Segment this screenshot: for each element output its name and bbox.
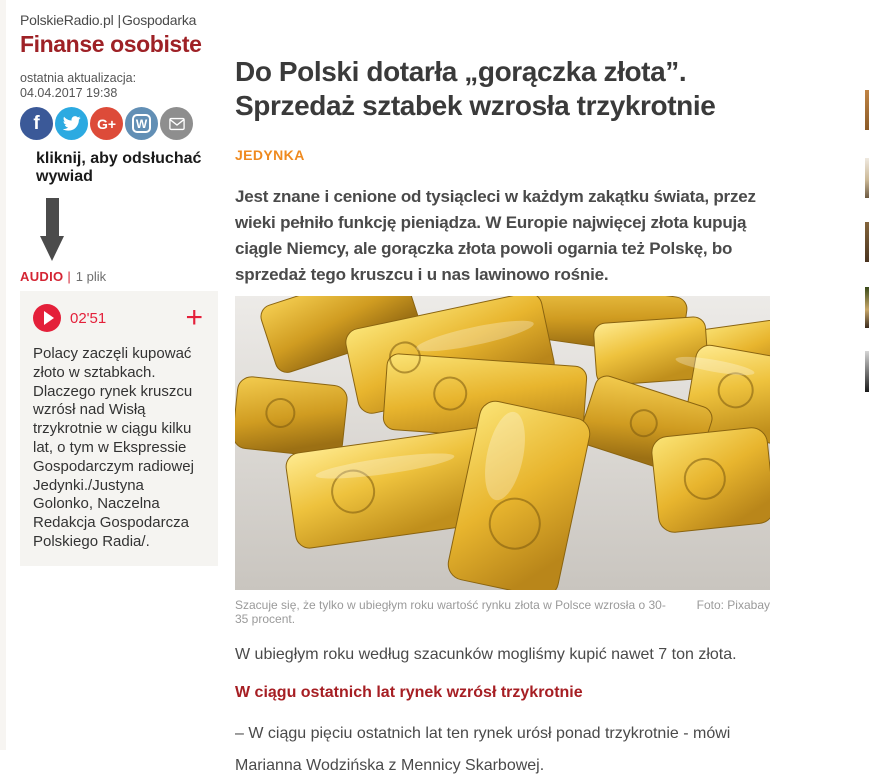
article-main-column [235,55,770,782]
section-title[interactable]: Finanse osobiste [20,31,202,57]
last-updated [20,71,218,101]
email-icon [167,114,187,134]
audio-header-separator: | [67,269,71,284]
play-button[interactable] [33,304,61,332]
photo-credit: Foto: Pixabay [696,598,770,612]
wykop-icon: W [132,114,151,133]
related-thumbnail-sliver[interactable] [865,90,869,130]
breadcrumb [20,12,218,28]
article-title-line-1: Do Polski dotarła „gorączka złota”. [235,56,687,87]
audio-duration: 02'51 [70,309,107,327]
audio-description: Polacy zaczęli kupować złoto w sztabkach. Dlaczego rynek kruszcu wzrósł nad Wisłą trzykrotnie w ciągu kilku lat, o tym w Ekspressie Gospodarczym radiowej Jedynki./Justyna Golonko, Naczelna Redakcja Gospodarcza Polskiego Radia/. [33,345,194,550]
google-plus-share-button[interactable] [90,107,123,140]
audio-player-box [20,291,218,566]
audio-section-header [20,269,218,284]
page-left-margin-strip [0,0,6,750]
social-share-row [20,107,218,140]
down-arrow-icon [40,198,64,261]
related-thumbnail-sliver[interactable] [865,351,869,392]
audio-player-controls [33,301,205,334]
google-plus-icon: G+ [96,115,117,132]
station-tag-jedynka[interactable]: JEDYNKA [235,147,305,163]
twitter-icon [62,114,81,133]
article-sub-heading: W ciągu ostatnich lat rynek wzrósł trzykrotnie [235,684,583,701]
breadcrumb-separator: | [117,12,121,28]
audio-file-count: 1 plik [75,269,107,284]
last-updated-label: ostatnia aktualizacja: [20,71,137,85]
article-title [235,55,770,123]
related-thumbnail-sliver[interactable] [865,222,869,262]
listen-prompt-label: kliknij, aby odsłuchać wywiad [36,150,202,185]
article-title-line-2: Sprzedaż sztabek wzrosła trzykrotnie [235,90,716,121]
breadcrumb-site-link[interactable]: PolskieRadio.pl [20,12,114,28]
photo-caption: Szacuje się, że tylko w ubiegłym roku wartość rynku złota w Polsce wzrosła o 30-35 procent. [235,598,666,626]
facebook-icon: f [33,112,40,134]
article-quote-paragraph: – W ciągu pięciu ostatnich lat ten rynek urósł ponad trzykrotnie - mówi Marianna Wodzińska z Mennicy Skarbowej. [235,725,731,774]
related-thumbnail-sliver[interactable] [865,287,869,328]
article-paragraph: W ubiegłym roku według szacunków mogliśmy kupić nawet 7 ton złota. [235,646,737,663]
facebook-share-button[interactable] [20,107,53,140]
add-to-playlist-button[interactable]: + [185,301,203,334]
twitter-share-button[interactable] [55,107,88,140]
audio-label: AUDIO [20,269,64,284]
gold-bars-photo-illustration [235,296,770,590]
last-updated-value: 04.04.2017 19:38 [20,86,118,100]
related-thumbnail-sliver[interactable] [865,158,869,198]
photo-caption-row [235,598,770,626]
article-photo [235,296,770,590]
wykop-share-button[interactable] [125,107,158,140]
breadcrumb-section-link[interactable]: Gospodarka [121,12,197,28]
play-icon [44,311,54,325]
article-sidebar [20,12,218,566]
email-share-button[interactable] [160,107,193,140]
article-lead: Jest znane i cenione od tysiącleci w każdym zakątku świata, przez wieki pełniło funkcję pieniądza. W Europie najwięcej złota kupują ciągle Niemcy, ale gorączka złota powoli ogarnia też Polskę, bo sprzedaż tego kruszcu i u nas lawinowo rośnie. [235,187,756,284]
